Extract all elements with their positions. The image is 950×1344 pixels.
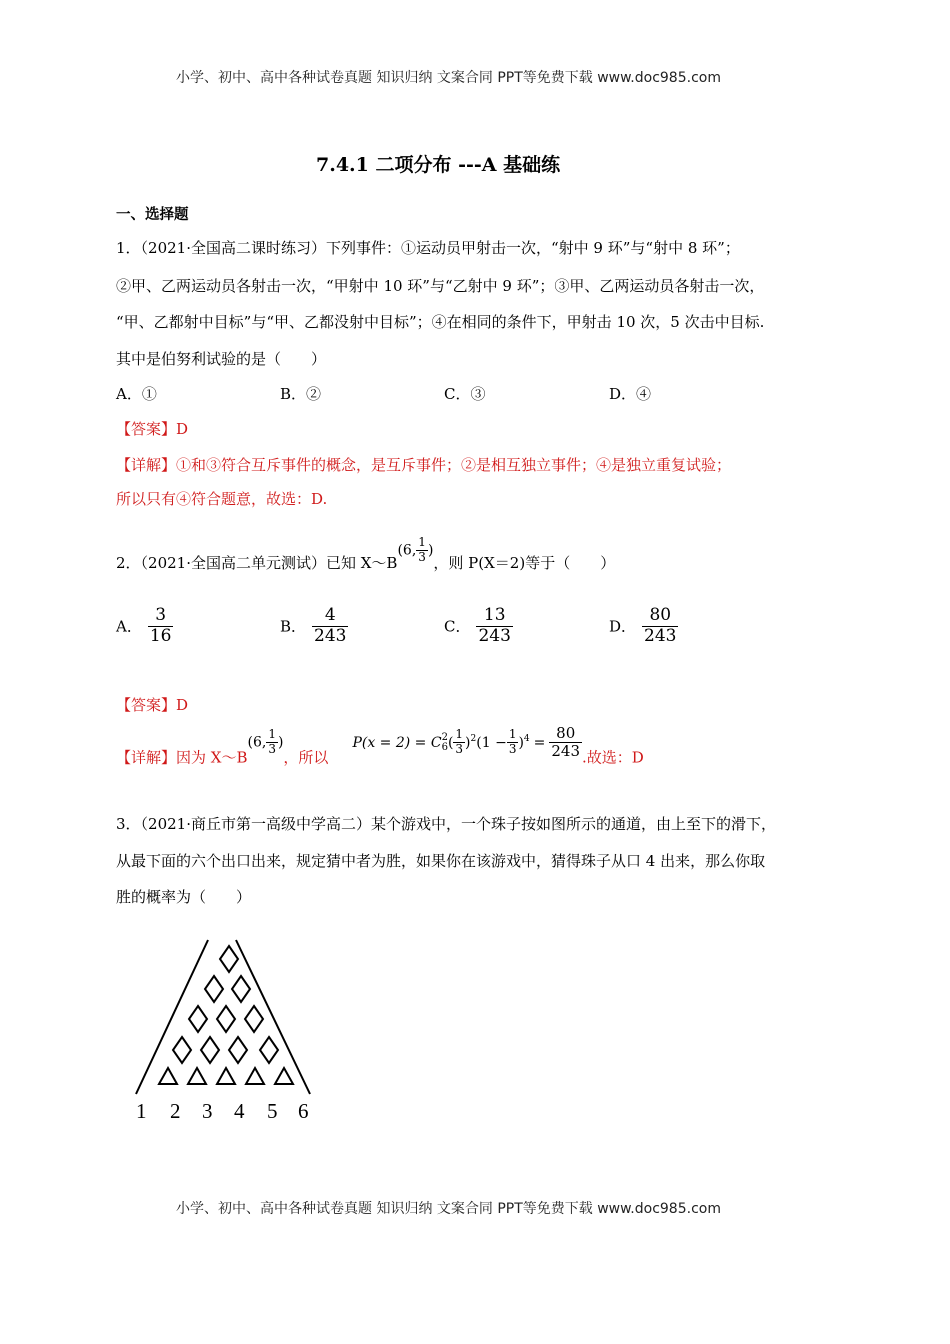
diamond-peg [189,1006,207,1032]
fraction-numerator: 3 [155,605,167,625]
triangle-peg [217,1068,235,1084]
formula-exp-2: 2 [470,734,477,745]
formula-one-minus: (1 − [476,734,507,751]
q1-option-a: A．① [116,385,157,403]
q1-option-c: C．③ [444,385,486,403]
fraction-denominator: 243 [478,625,511,646]
diamond-peg [245,1006,263,1032]
fraction-denominator: 16 [149,625,172,646]
triangle-peg [246,1068,264,1084]
triangle-peg [275,1068,293,1084]
q3-line2: 从最下面的六个出口出来，规定猜中者为胜，如果你在该游戏中，猜得珠子从口 4 出来，那么你取 [116,852,766,870]
diamond-peg [205,976,223,1002]
fraction-denominator: 243 [314,625,347,646]
q2-param-num: 1 [418,535,426,549]
fraction-numerator: 4 [324,605,336,625]
fraction-numerator: 13 [483,605,506,625]
diamond-peg [229,1037,247,1063]
q1-option-b: B．② [280,385,322,403]
fraction-numerator: 1 [455,727,464,742]
formula-paren-open: ( [447,734,454,751]
q2-detail-params [247,728,283,757]
q1-detail-line1: 【详解】①和③符合互斥事件的概念，是互斥事件；②是相互独立事件；④是独立重复试验； [116,456,732,474]
fraction-denominator: 3 [508,742,517,757]
formula-sub: 6 [441,741,448,753]
q2-detail-param-left: (6, [247,734,267,751]
fraction-denominator: 243 [551,742,581,761]
diamond-peg [220,946,238,972]
exit-label-3: 3 [202,1099,213,1123]
formula-fraction-2 [507,728,519,757]
q2-option-b [280,606,348,646]
q2-detail-prefix: 【详解】因为 X～B [116,748,248,767]
diagram-left-wall [136,940,208,1094]
q2-prefix: 2．（2021·全国高二单元测试）已知 X～B [116,553,398,572]
q2-detail-param-right: ) [277,734,284,751]
q2-param-right: ) [427,542,434,559]
top-banner: 小学、初中、高中各种试卷真题 知识归纳 文案合同 PPT等免费下载 www.doc985.com [176,70,721,86]
formula-paren-close: ) [465,734,471,751]
section-heading: 一、选择题 [116,206,189,223]
q2-detail-end: .故选：D [582,748,644,767]
fraction-denominator: 3 [268,742,276,757]
exit-label-4: 4 [234,1099,245,1123]
diamond-peg [217,1006,235,1032]
q2-detail-param-fraction [266,728,278,757]
bottom-banner: 小学、初中、高中各种试卷真题 知识归纳 文案合同 PPT等免费下载 www.doc985.com [176,1201,721,1217]
q1-detail-line2: 所以只有④符合题意，故选：D. [116,490,328,508]
q2-formula [352,725,582,761]
formula-lhs: P(x = 2) = C [352,734,442,751]
q2-answer: 【答案】D [116,696,189,714]
fraction-numerator: 1 [508,727,517,742]
q2-option-a-label: A． [116,617,142,636]
q2-option-c [444,606,513,646]
bead-channel-diagram [128,936,328,1126]
exit-label-1: 1 [136,1099,147,1123]
exit-label-6: 6 [298,1099,309,1123]
q2-option-b-label: B． [280,617,307,636]
q2-suffix: ，则 P(X＝2)等于（ ） [433,553,616,572]
q2-option-a-fraction [148,606,174,646]
q1-answer: 【答案】D [116,420,189,438]
q3-line1: 3．（2021·商丘市第一高级中学高二）某个游戏中，一个珠子按如图所示的通道，由上至下的滑下， [116,815,776,833]
fraction-denominator: 243 [644,625,677,646]
q2-option-c-label: C． [444,617,471,636]
diamond-peg [232,976,250,1002]
q2-option-a [116,606,173,646]
fraction-numerator: 1 [268,727,276,742]
exit-label-5: 5 [267,1099,278,1123]
fraction-denominator: 3 [455,742,464,757]
q1-line4: 其中是伯努利试验的是（ ） [116,350,327,368]
formula-sup: 2 [441,731,448,743]
q1-line2: ②甲、乙两运动员各射击一次，“甲射中 10 环”与“乙射中 9 环”；③甲、乙两运动员各射击一次， [116,277,765,295]
q2-binomial-params [397,536,433,565]
q1-line1: 1．（2021·全国高二课时练习）下列事件：①运动员甲射击一次，“射中 9 环”与“射中 8 环”； [116,239,740,257]
q2-option-c-fraction [476,606,512,646]
fraction-numerator: 80 [556,724,576,742]
fraction-numerator: 80 [649,605,672,625]
q2-option-b-fraction [312,606,348,646]
q1-option-d: D．④ [609,385,652,403]
triangle-peg [188,1068,206,1084]
q2-param-left: (6, [397,542,417,559]
q2-detail [116,725,644,767]
q1-line3: “甲、乙都射中目标”与“甲、乙都没射中目标”；④在相同的条件下，甲射击 10 次，5 次击中目标. [116,313,765,331]
q3-line3: 胜的概率为（ ） [116,888,252,906]
formula-result [549,725,582,761]
formula-fraction-1 [453,728,465,757]
diamond-peg [201,1037,219,1063]
diamond-peg [260,1037,278,1063]
q2-option-d [609,606,678,646]
formula-equals: = [533,734,546,751]
diamond-peg [173,1037,191,1063]
q2-param-den: 3 [418,549,426,564]
triangle-peg [159,1068,177,1084]
formula-exp-4: 4 [523,734,530,745]
q2-option-d-label: D． [609,617,637,636]
q2-option-d-fraction [642,606,678,646]
q2-param-fraction [416,536,428,565]
q2-stem [116,536,615,573]
exit-label-2: 2 [170,1099,181,1123]
q2-detail-mid: ，所以 [283,748,329,767]
page-title: 7.4.1 二项分布 ---A 基础练 [316,154,561,176]
formula-paren-close-2: ) [518,734,524,751]
